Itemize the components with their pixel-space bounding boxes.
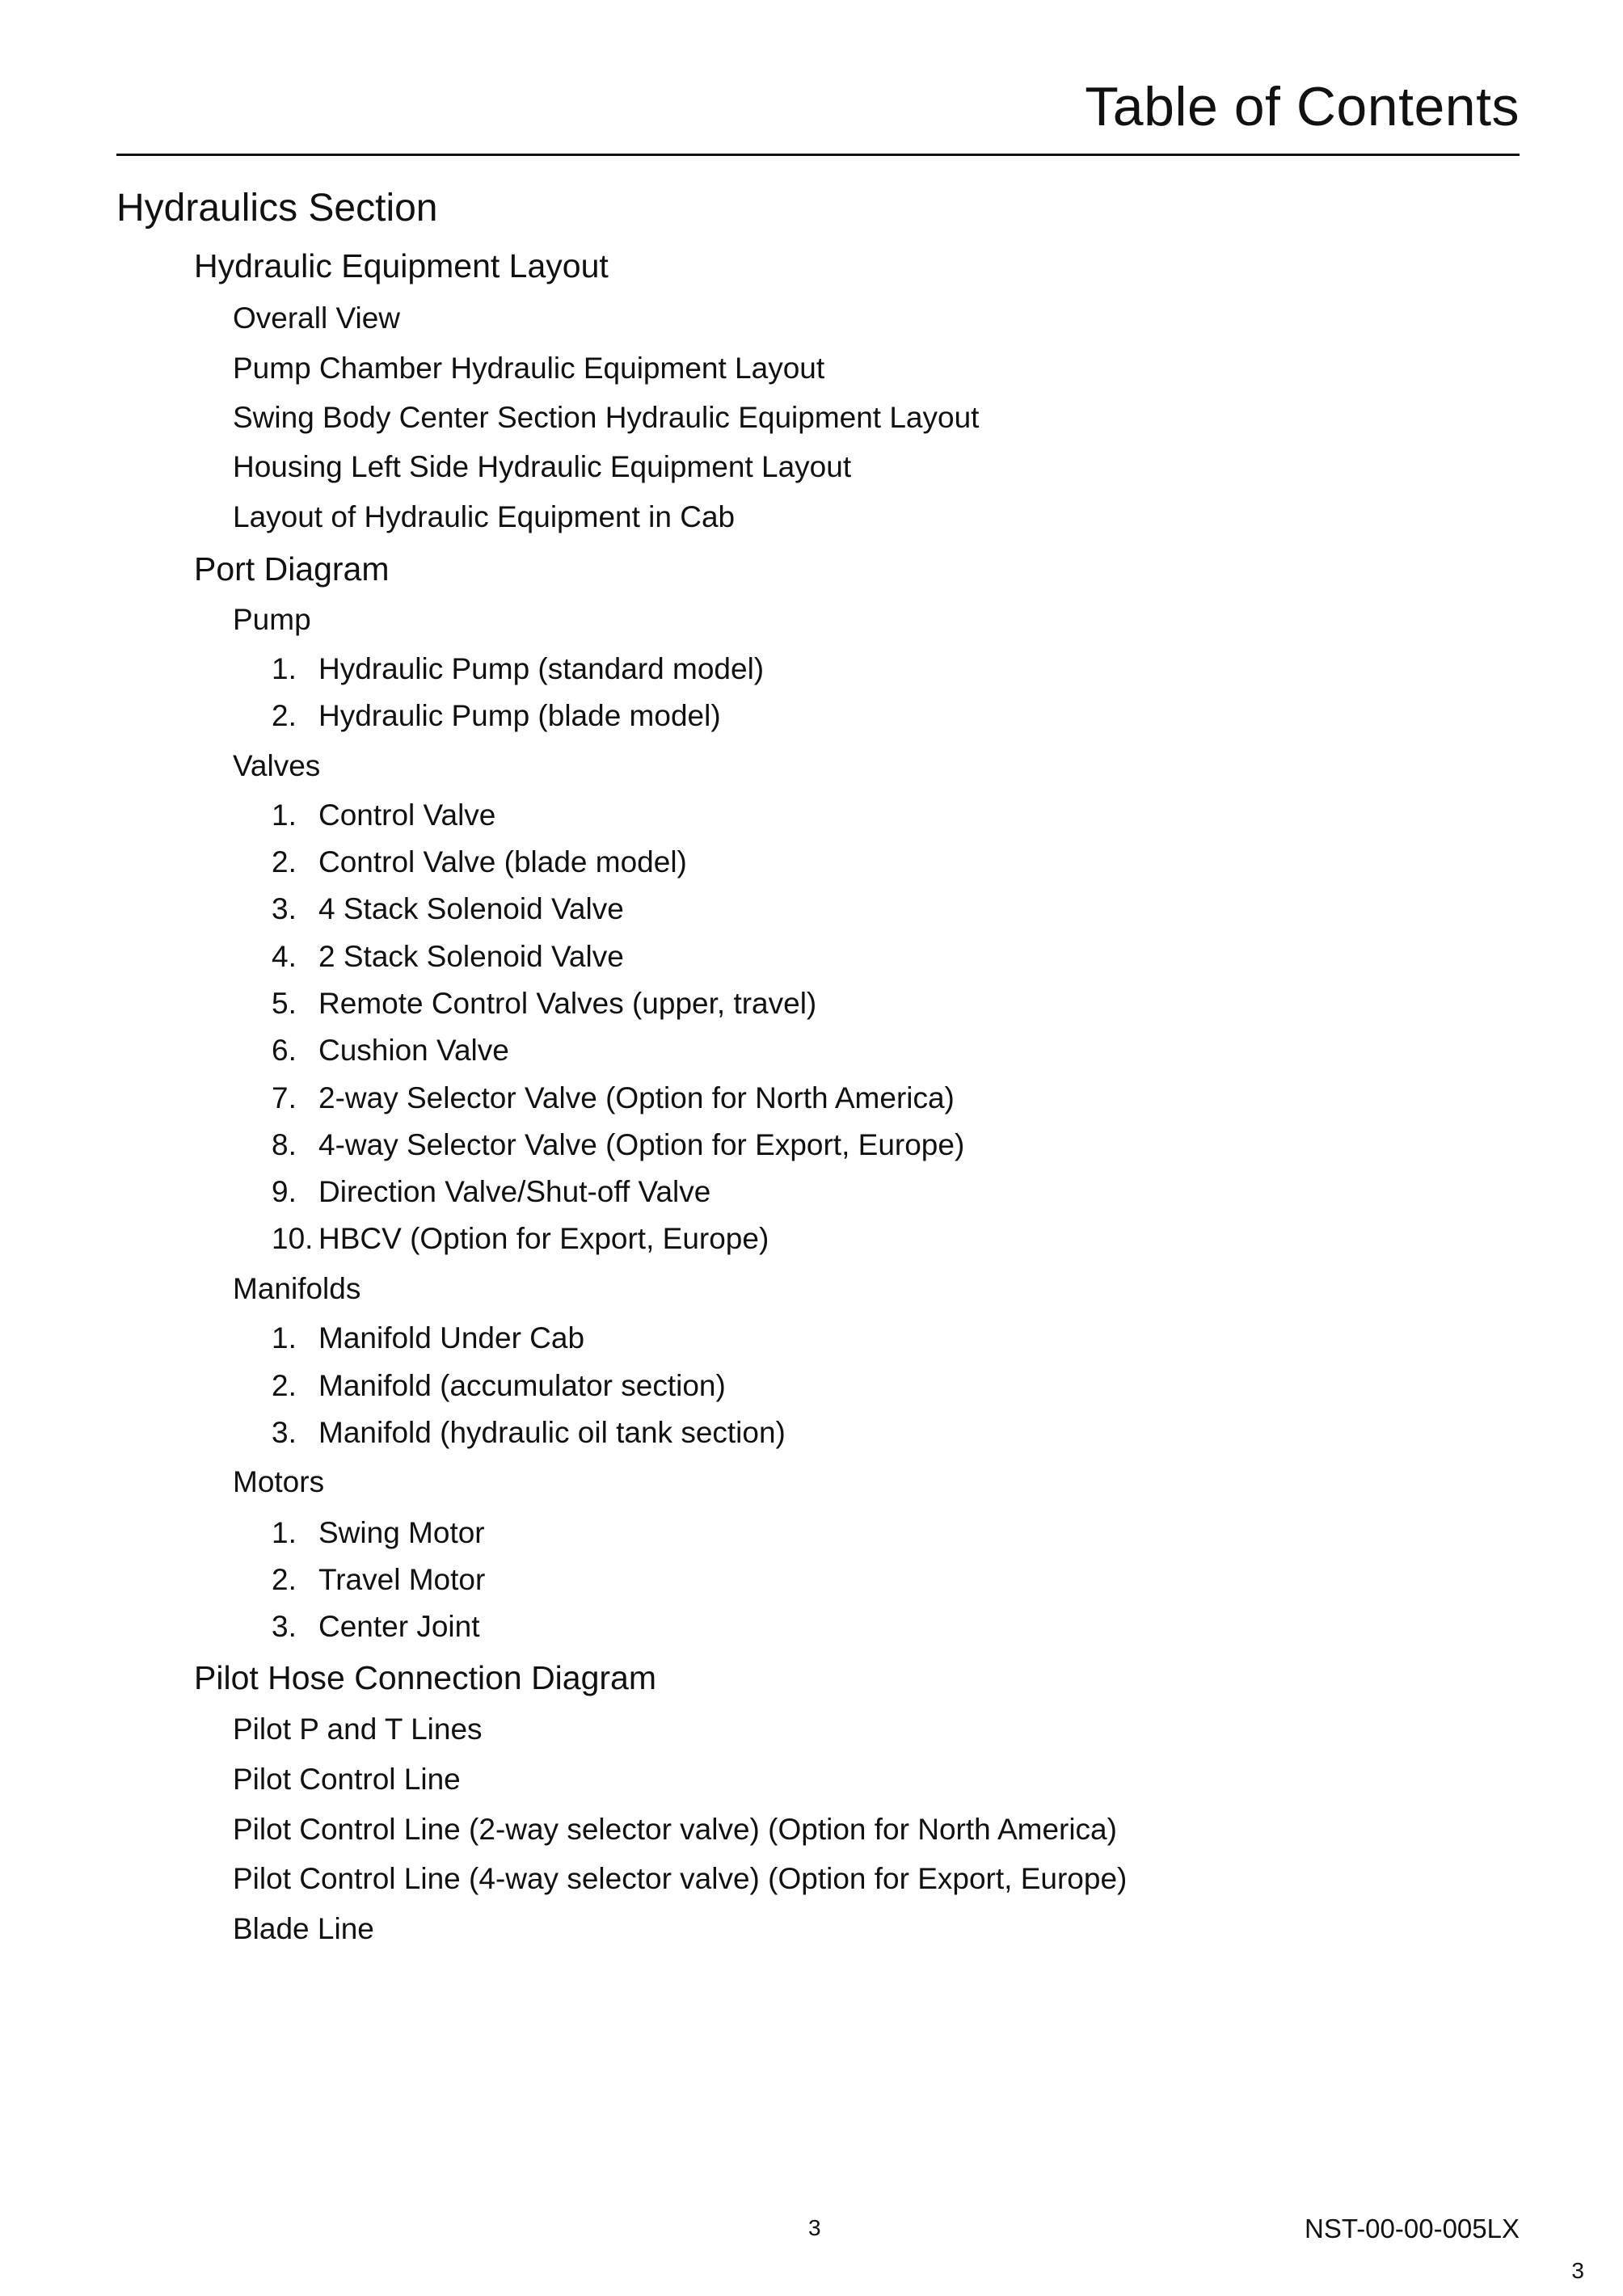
- toc-topic: Pilot Control Line: [233, 1763, 461, 1796]
- item-number: 2.: [272, 1369, 297, 1402]
- item-text: Center Joint: [318, 1610, 480, 1643]
- toc-numbered-item: [272, 1565, 485, 1595]
- item-text: 4-way Selector Valve (Option for Export, Europe): [318, 1128, 965, 1161]
- toc-topic: Pump: [233, 603, 311, 636]
- item-text: 2 Stack Solenoid Valve: [318, 940, 624, 973]
- toc-numbered-item: [272, 800, 495, 830]
- toc-numbered-item: [272, 1323, 584, 1353]
- item-text: Swing Motor: [318, 1516, 485, 1549]
- item-number: 4.: [272, 940, 297, 973]
- toc-topic: Pilot Control Line (4-way selector valve) (Option for Export, Europe): [233, 1862, 1128, 1895]
- toc-chapter-heading: Pilot Hose Connection Diagram: [194, 1659, 656, 1696]
- item-number: 1.: [272, 652, 297, 685]
- item-text: Manifold Under Cab: [318, 1321, 585, 1354]
- item-text: Manifold (accumulator section): [318, 1369, 726, 1402]
- document-code: NST-00-00-005LX: [1305, 2214, 1520, 2243]
- item-text: Control Valve: [318, 798, 496, 832]
- item-number: 7.: [272, 1081, 297, 1114]
- toc-numbered-item: [272, 1177, 710, 1207]
- item-number: 2.: [272, 845, 297, 878]
- toc-numbered-item: [272, 654, 764, 684]
- item-text: Travel Motor: [318, 1563, 486, 1596]
- item-number: 3.: [272, 892, 297, 925]
- item-number: 2.: [272, 1563, 297, 1596]
- toc-chapter-heading: Hydraulic Equipment Layout: [194, 247, 609, 284]
- footer-page-number: 3: [808, 2215, 821, 2240]
- item-text: Manifold (hydraulic oil tank section): [318, 1416, 786, 1449]
- toc-topic: Swing Body Center Section Hydraulic Equipment Layout: [233, 401, 980, 434]
- item-number: 8.: [272, 1128, 297, 1161]
- toc-chapter-heading: Port Diagram: [194, 550, 390, 588]
- item-text: Direction Valve/Shut-off Valve: [318, 1175, 711, 1208]
- item-number: 9.: [272, 1175, 297, 1208]
- item-number: 1.: [272, 1321, 297, 1354]
- item-number: 6.: [272, 1034, 297, 1067]
- toc-topic: Manifolds: [233, 1272, 361, 1305]
- page-title: Table of Contents: [1085, 76, 1520, 137]
- item-text: 2-way Selector Valve (Option for North America): [318, 1081, 955, 1114]
- item-number: 3.: [272, 1610, 297, 1643]
- item-text: Hydraulic Pump (blade model): [318, 699, 721, 732]
- toc-numbered-item: [272, 942, 624, 971]
- toc-numbered-item: [272, 1371, 726, 1401]
- toc-numbered-item: [272, 1035, 509, 1065]
- item-number: 10.: [272, 1222, 314, 1255]
- toc-topic: Layout of Hydraulic Equipment in Cab: [233, 500, 736, 533]
- item-number: 1.: [272, 798, 297, 832]
- item-number: 1.: [272, 1516, 297, 1549]
- toc-topic: Pump Chamber Hydraulic Equipment Layout: [233, 352, 825, 385]
- toc-topic: Pilot Control Line (2-way selector valve) (Option for North America): [233, 1813, 1117, 1846]
- toc-numbered-item: [272, 1224, 769, 1253]
- corner-page-number: 3: [1571, 2258, 1584, 2283]
- item-number: 3.: [272, 1416, 297, 1449]
- toc-topic: Pilot P and T Lines: [233, 1713, 483, 1746]
- item-text: 4 Stack Solenoid Valve: [318, 892, 624, 925]
- item-number: 2.: [272, 699, 297, 732]
- item-text: Cushion Valve: [318, 1034, 509, 1067]
- toc-topic: Housing Left Side Hydraulic Equipment Layout: [233, 450, 852, 483]
- item-text: HBCV (Option for Export, Europe): [318, 1222, 769, 1255]
- toc-numbered-item: [272, 988, 816, 1018]
- toc-numbered-item: [272, 847, 687, 877]
- toc-numbered-item: [272, 701, 721, 731]
- toc-numbered-item: [272, 1083, 955, 1113]
- item-text: Control Valve (blade model): [318, 845, 687, 878]
- toc-numbered-item: [272, 894, 624, 924]
- toc-numbered-item: [272, 1611, 480, 1641]
- toc-numbered-item: [272, 1418, 786, 1447]
- toc-topic: Overall View: [233, 301, 401, 335]
- item-number: 5.: [272, 987, 297, 1020]
- item-text: Hydraulic Pump (standard model): [318, 652, 765, 685]
- toc-section-heading: Hydraulics Section: [116, 187, 438, 230]
- toc-topic: Valves: [233, 749, 321, 782]
- toc-topic: Blade Line: [233, 1912, 374, 1945]
- toc-numbered-item: [272, 1518, 485, 1548]
- toc-numbered-item: [272, 1130, 964, 1160]
- item-text: Remote Control Valves (upper, travel): [318, 987, 817, 1020]
- toc-topic: Motors: [233, 1465, 325, 1498]
